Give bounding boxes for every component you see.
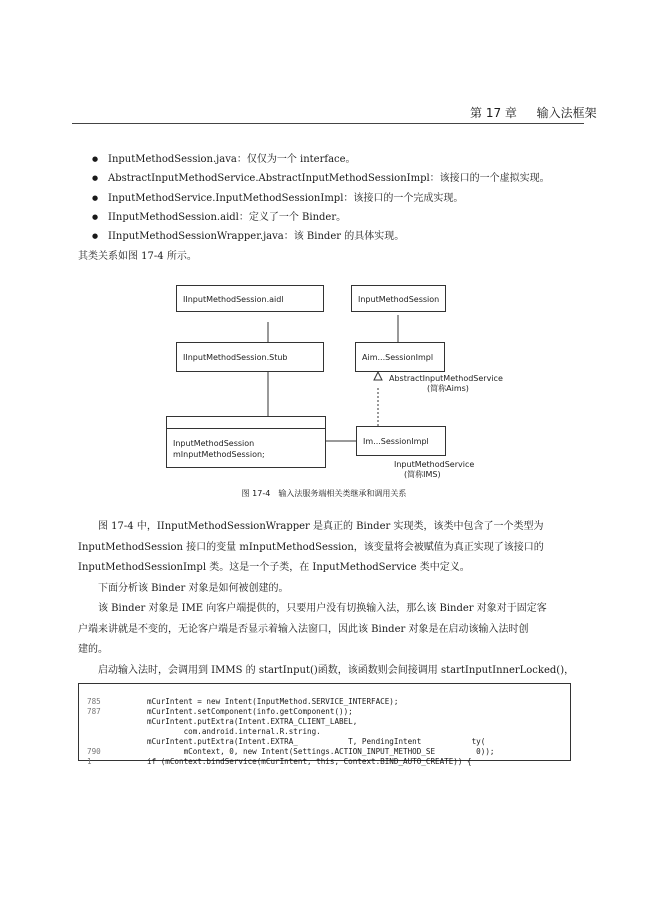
- list-item: ● InputMethodService.InputMethodSessionImpl：该接口的一个完成实现。: [92, 189, 550, 208]
- intro-text: 其类关系如图 17-4 所示。: [78, 251, 197, 262]
- chapter-number: 第 17 章: [470, 106, 517, 120]
- divider: [167, 428, 325, 429]
- code-listing: [78, 683, 571, 766]
- figure-caption: 图 17-4 输入法服务端相关类继承和调用关系: [241, 489, 407, 498]
- session-interface-box: InputMethodSession: [351, 285, 446, 312]
- list-item: ● IInputMethodSessionWrapper.java：该 Binder 的具体实现。: [92, 227, 550, 246]
- stub-box: IInputMethodSession.Stub: [176, 342, 324, 372]
- aims-note: AbstractInputMethodService (简称Aims): [389, 374, 503, 393]
- code-line: 787 mCurIntent.setComponent(info.getComponent());: [87, 707, 353, 716]
- code-line: 1 if (mContext.bindService(mCurIntent, this, Context.BIND_AUTO_CREATE)) {: [87, 757, 472, 766]
- code-line: 790 mContext, 0, new Intent(Settings.ACTION_INPUT_METHOD_SE 0));: [87, 747, 495, 756]
- ims-note: InputMethodService (简称IMS): [394, 460, 475, 479]
- aims-impl-box: Aim...SessionImpl: [355, 342, 445, 372]
- code-line: mCurIntent.putExtra(Intent.EXTRA_ T, PendingIntent ty(: [147, 737, 486, 746]
- list-item: ● InputMethodSession.java：仅仅为一个 interface。: [92, 150, 550, 169]
- code-line: com.android.internal.R.string.: [147, 727, 321, 736]
- aidl-box: IInputMethodSession.aidl: [176, 285, 324, 312]
- code-line: mCurIntent.putExtra(Intent.EXTRA_CLIENT_LABEL,: [147, 717, 358, 726]
- code-line: 785 mCurIntent = new Intent(InputMethod.SERVICE_INTERFACE);: [87, 697, 399, 706]
- wrapper-box: InputMethodSession mInputMethodSession;: [166, 416, 326, 468]
- list-item: ● AbstractInputMethodService.AbstractInputMethodSessionImpl：该接口的一个虚拟实现。: [92, 169, 550, 188]
- list-item: ● IInputMethodSession.aidl：定义了一个 Binder。: [92, 208, 550, 227]
- paragraph-1: 图 17-4 中，IInputMethodSessionWrapper 是真正的 Binder 实现类，该类中包含了一个类型为 InputMethodSession 接口的变量 mInputMethodSession，该变量将会被赋值为真正实现了该接口的 InputMethodSessionImpl 类。这是一个子类，在 InputMethodService 类中定义。 下面分析该 Binder 对象是如何被创建的。 该 Binder 对象是 IME 向客户端提供的，只要用户没有切换输入法，那么该 Binder 对象对于固定客 户端来讲就是不变的，无论客户端是否显示着输入法窗口，因此该 Binder 对象是在启动该输入法时创 建的。 启动输入法时，会调用到 IMMS 的 startInput()函数，该函数则会间接调用 startInputInnerLocked()，: [78, 521, 575, 676]
- ims-impl-box: Im...SessionImpl: [356, 426, 446, 456]
- chapter-title: 输入法框架: [536, 106, 597, 120]
